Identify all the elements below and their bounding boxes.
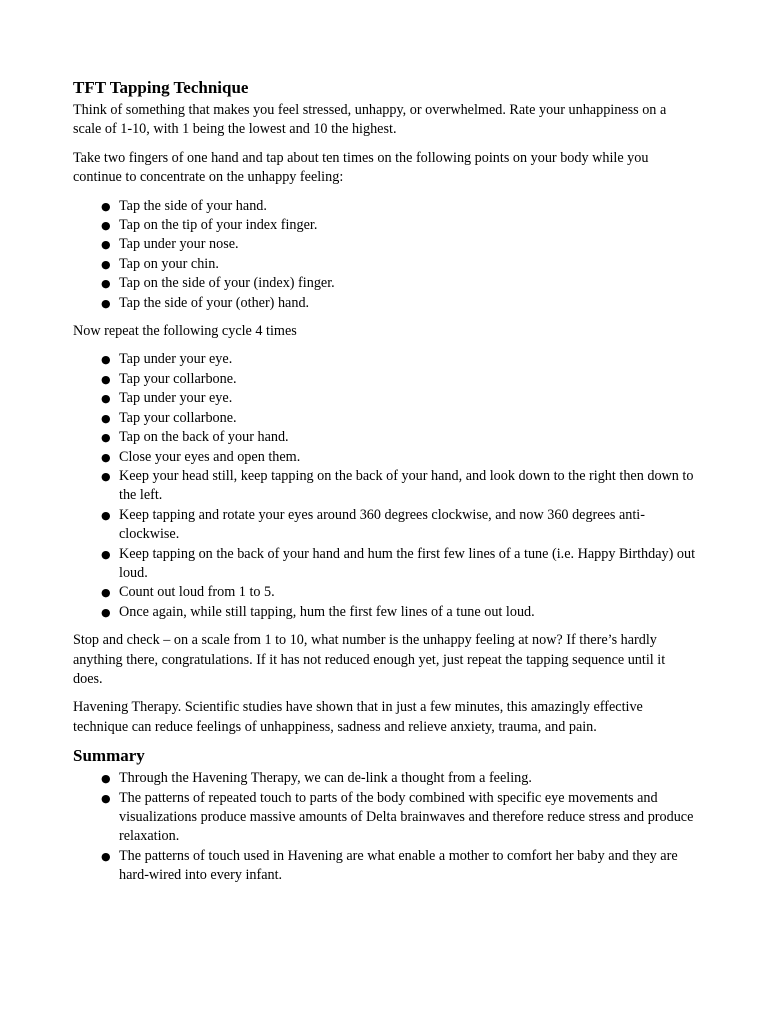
bullet-icon: ● xyxy=(101,772,111,786)
list-item: ● Keep tapping and rotate your eyes around 360 degrees clockwise, and now 360 degrees anti-clockwise. xyxy=(101,506,645,543)
bullet-icon: ● xyxy=(101,238,111,252)
bullet-icon: ● xyxy=(101,296,111,310)
instructions-paragraph: Take two fingers of one hand and tap about ten times on the following points on your body while you continue to concentrate on the unhappy feeling: xyxy=(73,149,649,186)
page-title: TFT Tapping Technique xyxy=(73,78,249,97)
list-item: ● Tap on your chin. xyxy=(119,255,696,274)
bullet-icon: ● xyxy=(101,586,111,600)
cycle-steps-list xyxy=(73,350,696,622)
list-item: ● Once again, while still tapping, hum the first few lines of a tune out loud. xyxy=(119,603,696,622)
list-item: ● Tap your collarbone. xyxy=(119,370,696,389)
tap-points-list xyxy=(73,197,696,313)
summary-list xyxy=(73,769,696,885)
bullet-icon: ● xyxy=(101,257,111,271)
bullet-icon: ● xyxy=(101,199,111,213)
bullet-icon: ● xyxy=(101,431,111,445)
list-item: ● The patterns of touch used in Havening are what enable a mother to comfort her baby and they are hard-wired into every infant. xyxy=(101,847,678,884)
bullet-icon: ● xyxy=(101,411,111,425)
list-item: ● Tap on the back of your hand. xyxy=(119,428,696,447)
bullet-icon: ● xyxy=(101,605,111,619)
bullet-icon: ● xyxy=(101,508,111,522)
summary-heading: Summary xyxy=(73,746,145,766)
bullet-icon: ● xyxy=(101,277,111,291)
list-item: ● Tap your collarbone. xyxy=(119,409,696,428)
list-item: ● Tap under your nose. xyxy=(119,235,696,254)
havening-paragraph: Havening Therapy. Scientific studies have shown that in just a few minutes, this amazingly effective technique can reduce feelings of unhappiness, sadness and relieve anxiety, trauma, and pain. xyxy=(73,699,643,735)
check-paragraph: Stop and check – on a scale from 1 to 10, what number is the unhappy feeling at now? If there’s hardly anything there, congratulations. If it has not reduced enough yet, just repeat the tapping sequence until it does. xyxy=(73,632,666,687)
list-item: ● Keep your head still, keep tapping on the back of your hand, and look down to the right then down to the left. xyxy=(101,467,694,504)
list-item: ● Close your eyes and open them. xyxy=(119,448,696,467)
list-item: ● Tap the side of your hand. xyxy=(119,197,696,216)
bullet-icon: ● xyxy=(101,219,111,233)
list-item: ● Tap under your eye. xyxy=(119,350,696,369)
list-item: ● Tap under your eye. xyxy=(119,389,696,408)
bullet-icon: ● xyxy=(101,849,111,863)
bullet-icon: ● xyxy=(101,469,111,483)
bullet-icon: ● xyxy=(101,450,111,464)
intro-paragraph: Think of something that makes you feel stressed, unhappy, or overwhelmed. Rate your unhappiness on a scale of 1-10, with 1 being the lowest and 10 the highest. xyxy=(73,102,667,138)
bullet-icon: ● xyxy=(101,791,111,805)
bullet-icon: ● xyxy=(101,547,111,561)
list-item: ● Count out loud from 1 to 5. xyxy=(119,583,696,602)
list-item: ● Tap on the tip of your index finger. xyxy=(119,216,696,235)
list-item: ● Tap on the side of your (index) finger. xyxy=(119,274,696,293)
bullet-icon: ● xyxy=(101,372,111,386)
list-item: ● Tap the side of your (other) hand. xyxy=(119,294,696,313)
bullet-icon: ● xyxy=(101,353,111,367)
bullet-icon: ● xyxy=(101,392,111,406)
list-item: ● Keep tapping on the back of your hand and hum the first few lines of a tune (i.e. Happy Birthday) out loud. xyxy=(101,545,696,581)
list-item: ● The patterns of repeated touch to parts of the body combined with specific eye movements and visualizations produce massive amounts of Delta brainwaves and therefore reduce stress and produce relaxation. xyxy=(101,789,694,845)
list-item: ● Through the Havening Therapy, we can de-link a thought from a feeling. xyxy=(119,769,696,788)
repeat-paragraph: Now repeat the following cycle 4 times xyxy=(73,323,297,340)
